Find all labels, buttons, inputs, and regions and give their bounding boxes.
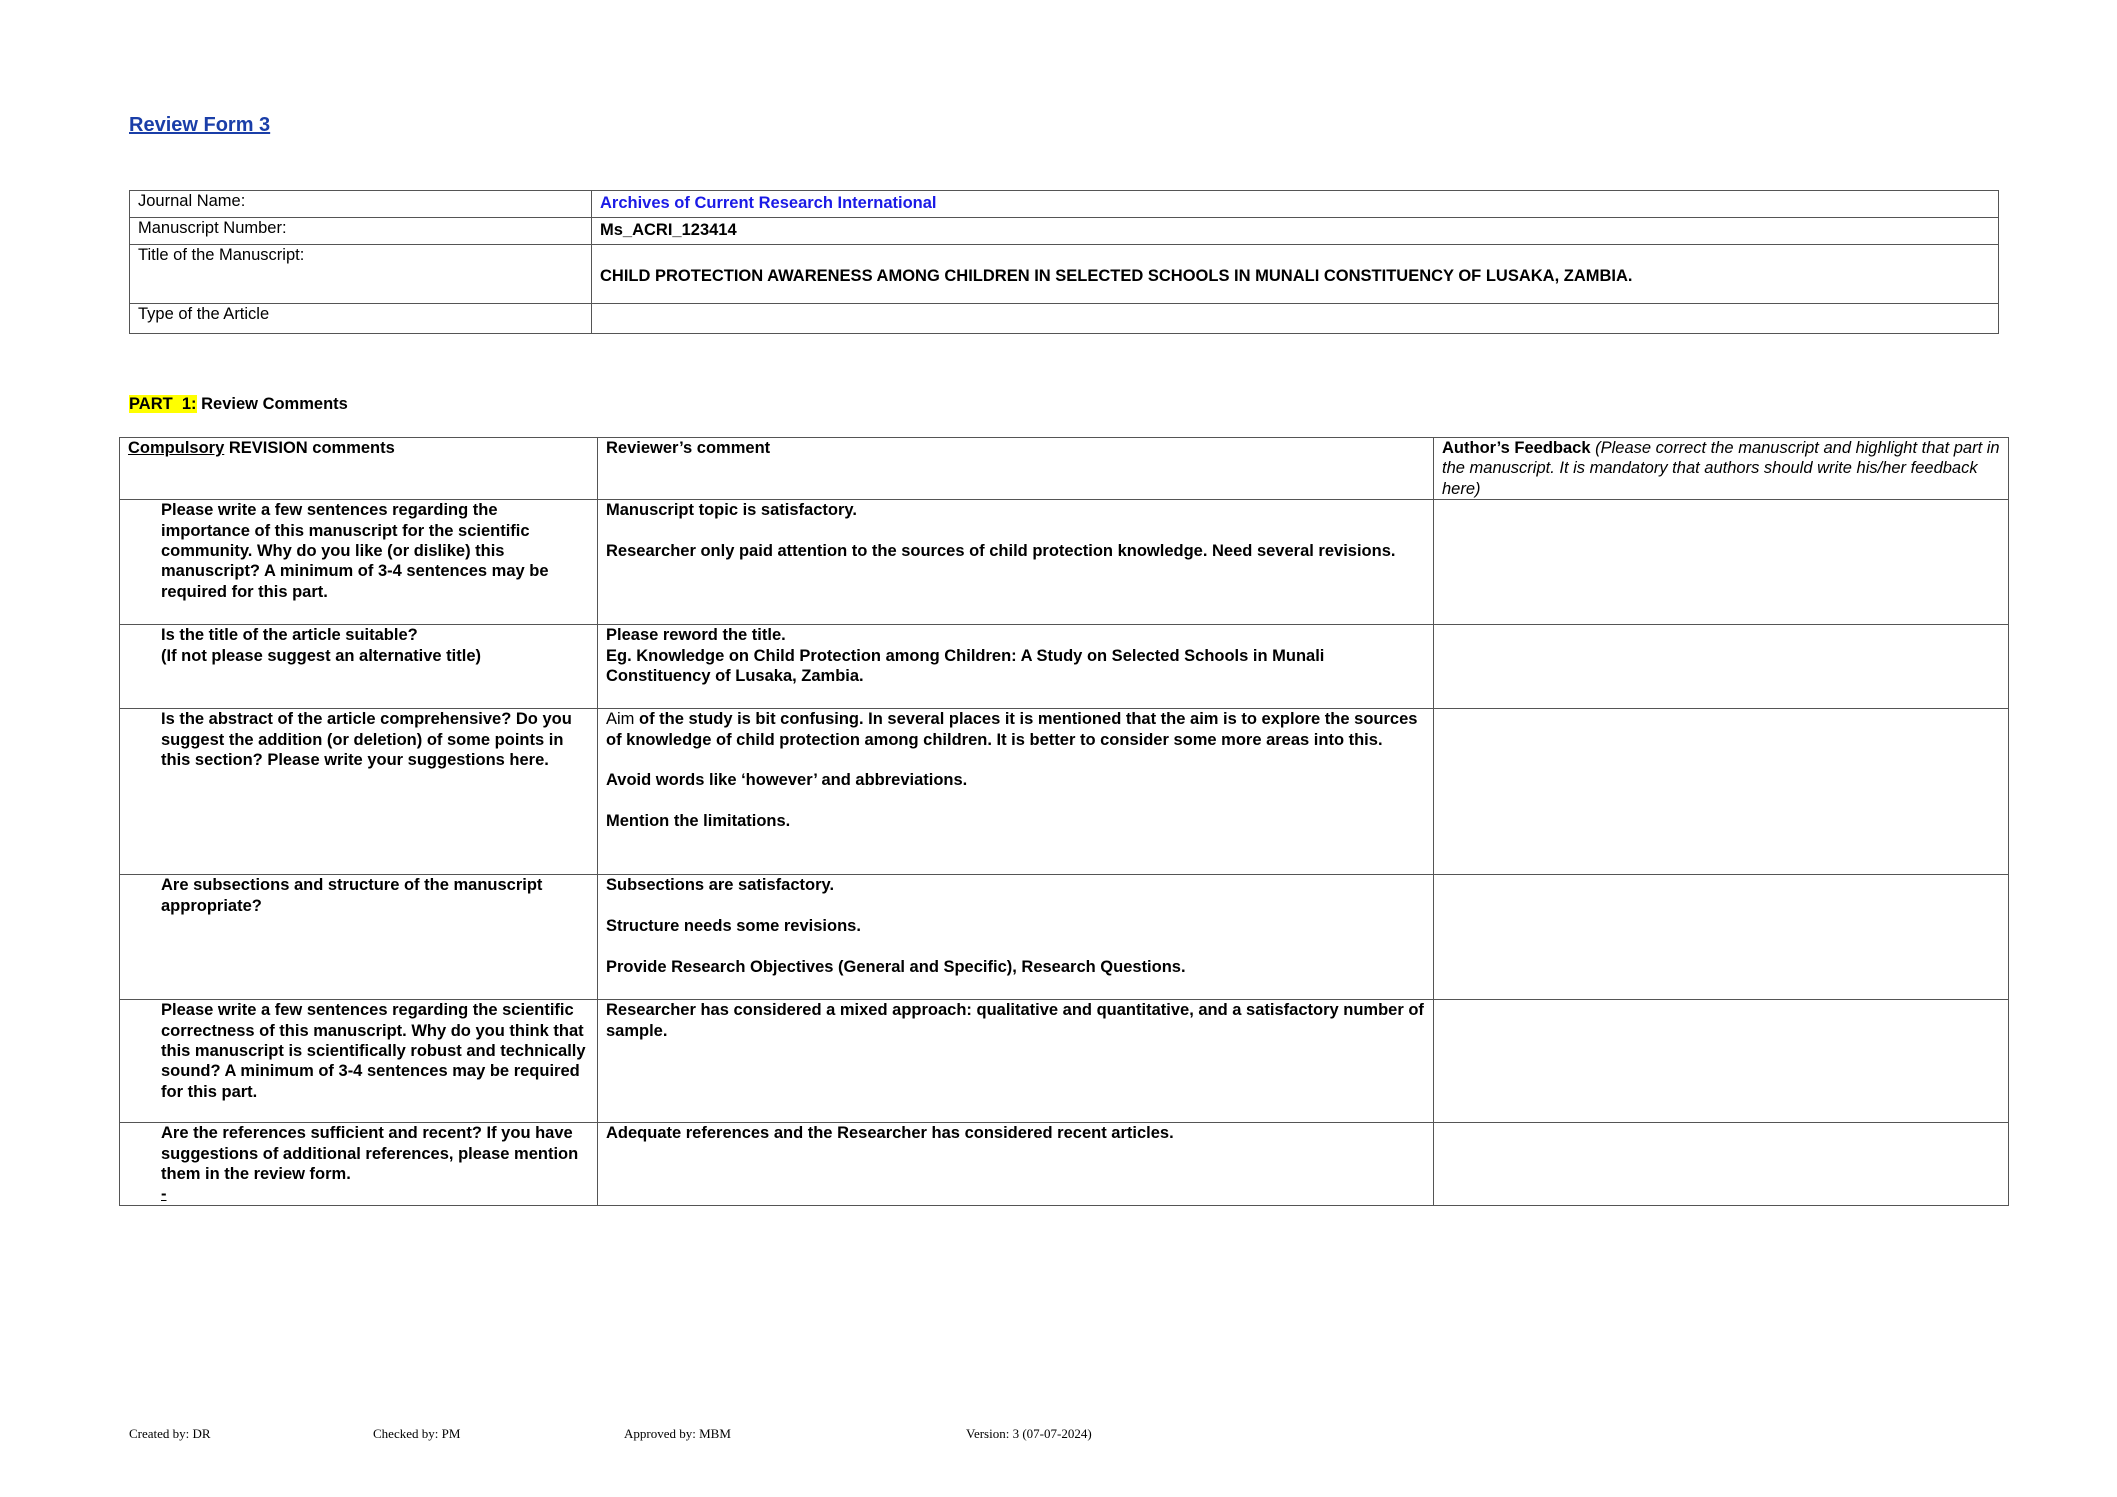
journal-row bbox=[130, 191, 1999, 218]
review-row bbox=[120, 500, 2009, 625]
comment-paragraph bbox=[606, 1000, 1425, 1041]
comment-text: Researcher only paid attention to the sources of child protection knowledge. Need several revisions. bbox=[606, 542, 1396, 561]
comment-text: Structure needs some revisions. bbox=[606, 917, 861, 936]
comment-paragraph bbox=[606, 1123, 1425, 1143]
comment-paragraph bbox=[606, 541, 1425, 561]
review-row bbox=[120, 1000, 2009, 1123]
header-reviewer-comment: Reviewer’s comment bbox=[598, 438, 1434, 500]
comment-paragraph bbox=[606, 709, 1425, 750]
part1-label: Review Comments bbox=[196, 395, 348, 413]
reviewer-comment bbox=[598, 1000, 1434, 1123]
author-feedback-cell[interactable] bbox=[1434, 1123, 2009, 1206]
comment-text: of the study is bit confusing. In several places it is mentioned that the aim is to explore the sources of knowledge of child protection among children. It is better to consider some more areas into this. bbox=[606, 710, 1418, 749]
header-compulsory bbox=[120, 438, 598, 500]
review-question bbox=[120, 1123, 598, 1206]
form-title: Review Form 3 bbox=[129, 114, 271, 136]
manuscript-title-label: Title of the Manuscript: bbox=[130, 245, 592, 304]
comment-text: Subsections are satisfactory. bbox=[606, 876, 835, 895]
header-author-feedback bbox=[1434, 438, 2009, 500]
footer-created: Created by: DR bbox=[129, 1426, 211, 1441]
author-feedback-cell[interactable] bbox=[1434, 500, 2009, 625]
review-question bbox=[120, 625, 598, 709]
question-text: Are subsections and structure of the manuscript appropriate? bbox=[161, 876, 543, 915]
manuscript-number-value: Ms_ACRI_123414 bbox=[592, 218, 1999, 245]
part1-heading bbox=[129, 395, 348, 414]
comment-paragraph bbox=[606, 625, 1425, 686]
reviewer-comment bbox=[598, 709, 1434, 875]
question-text: Please write a few sentences regarding the importance of this manuscript for the scientific community. Why do you like (or dislike) this manuscript? A minimum of 3-4 sentences may be required for this part. bbox=[161, 501, 549, 601]
author-feedback-cell[interactable] bbox=[1434, 625, 2009, 709]
comment-paragraph bbox=[606, 770, 1425, 790]
reviewer-comment bbox=[598, 500, 1434, 625]
journal-value: Archives of Current Research International bbox=[592, 191, 1999, 218]
review-row bbox=[120, 875, 2009, 1000]
header-author-feedback-bold: Author’s Feedback bbox=[1442, 439, 1591, 457]
review-row bbox=[120, 1123, 2009, 1206]
comment-text: Manuscript topic is satisfactory. bbox=[606, 501, 857, 520]
header-row bbox=[120, 438, 2009, 500]
manuscript-title-value: CHILD PROTECTION AWARENESS AMONG CHILDREN IN SELECTED SCHOOLS IN MUNALI CONSTITUENCY OF LUSAKA, ZAMBIA. bbox=[592, 245, 1999, 304]
comment-paragraph bbox=[606, 811, 1425, 831]
comment-text: Mention the limitations. bbox=[606, 812, 791, 831]
review-question bbox=[120, 709, 598, 875]
question-text: Are the references sufficient and recent? If you have suggestions of additional references, please mention them in the review form. bbox=[161, 1124, 579, 1184]
footer-approved: Approved by: MBM bbox=[624, 1426, 731, 1441]
header-compulsory-bold: Compulsory bbox=[128, 439, 225, 457]
review-row bbox=[120, 709, 2009, 875]
question-text: Is the title of the article suitable? (If not please suggest an alternative title) bbox=[161, 626, 481, 665]
footer-checked: Checked by: PM bbox=[373, 1426, 461, 1441]
header-compulsory-rest: REVISION comments bbox=[224, 439, 395, 457]
author-feedback-cell[interactable] bbox=[1434, 709, 2009, 875]
question-tail: - bbox=[161, 1185, 167, 1204]
question-text: Please write a few sentences regarding the scientific correctness of this manuscript. Why do you think that this manuscript is scientifically robust and technically sound? A minimum of 3-4 sentences may be required for this part. bbox=[161, 1001, 586, 1101]
review-question bbox=[120, 500, 598, 625]
comment-paragraph bbox=[606, 916, 1425, 936]
question-text: Is the abstract of the article comprehensive? Do you suggest the addition (or deletion) of some points in this section? Please write your suggestions here. bbox=[161, 710, 572, 770]
article-type-label: Type of the Article bbox=[130, 304, 592, 334]
review-question bbox=[120, 875, 598, 1000]
manuscript-title-row bbox=[130, 245, 1999, 304]
reviewer-comment bbox=[598, 875, 1434, 1000]
comment-text: Avoid words like ‘however’ and abbreviations. bbox=[606, 771, 968, 790]
comment-paragraph bbox=[606, 500, 1425, 520]
reviewer-comment bbox=[598, 625, 1434, 709]
journal-label: Journal Name: bbox=[130, 191, 592, 218]
comment-text: Adequate references and the Researcher has considered recent articles. bbox=[606, 1124, 1174, 1143]
footer-version: Version: 3 (07-07-2024) bbox=[966, 1426, 1092, 1441]
review-row bbox=[120, 625, 2009, 709]
comment-text: Provide Research Objectives (General and Specific), Research Questions. bbox=[606, 957, 1186, 976]
review-question bbox=[120, 1000, 598, 1123]
reviewer-comment bbox=[598, 1123, 1434, 1206]
manuscript-number-label: Manuscript Number: bbox=[130, 218, 592, 245]
manuscript-number-row bbox=[130, 218, 1999, 245]
comment-lead: Aim bbox=[606, 710, 635, 729]
review-comments-table bbox=[119, 437, 2009, 1206]
part1-prefix: PART 1: bbox=[129, 395, 197, 413]
header-author-feedback-note: (Please correct the manuscript and highlight that part in the manuscript. It is mandatory that authors should write his/her feedback here) bbox=[1442, 439, 2000, 498]
article-type-value bbox=[592, 304, 1999, 334]
comment-text: Researcher has considered a mixed approach: qualitative and quantitative, and a satisfactory number of sample. bbox=[606, 1001, 1424, 1040]
article-type-row bbox=[130, 304, 1999, 334]
author-feedback-cell[interactable] bbox=[1434, 875, 2009, 1000]
comment-text: Please reword the title. Eg. Knowledge on Child Protection among Children: A Study on Selected Schools in Munali Constituency of Lusaka, Zambia. bbox=[606, 626, 1325, 686]
comment-paragraph bbox=[606, 957, 1425, 977]
author-feedback-cell[interactable] bbox=[1434, 1000, 2009, 1123]
manuscript-info-table bbox=[129, 190, 1999, 334]
comment-paragraph bbox=[606, 875, 1425, 895]
